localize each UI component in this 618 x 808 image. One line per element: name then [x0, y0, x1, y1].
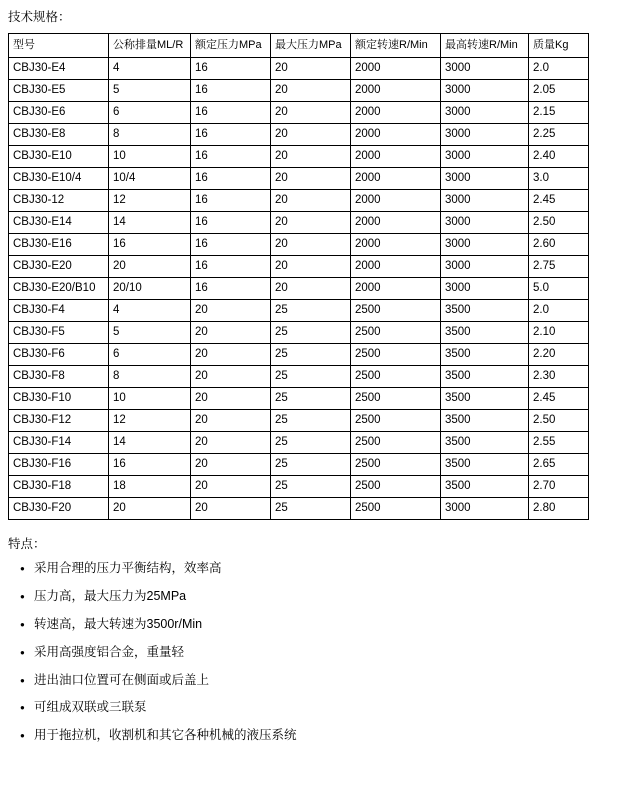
table-row: [9, 146, 589, 168]
cell-displacement: 12: [109, 410, 191, 432]
spec-title: 技术规格：: [8, 10, 71, 24]
cell-rated-pressure: 20: [191, 322, 271, 344]
cell-rated-pressure: 16: [191, 80, 271, 102]
cell-rated-pressure: 20: [191, 410, 271, 432]
table-row: [9, 212, 589, 234]
cell-model: CBJ30-E14: [9, 212, 109, 234]
cell-rated-speed: 2000: [351, 256, 441, 278]
cell-max-pressure: 25: [271, 388, 351, 410]
cell-max-pressure: 25: [271, 432, 351, 454]
cell-rated-speed: 2500: [351, 410, 441, 432]
cell-model: CBJ30-F4: [9, 300, 109, 322]
cell-max-speed: 3500: [441, 476, 529, 498]
cell-weight: 2.80: [529, 498, 589, 520]
cell-model: CBJ30-F6: [9, 344, 109, 366]
cell-max-speed: 3000: [441, 190, 529, 212]
cell-weight: 2.20: [529, 344, 589, 366]
cell-rated-pressure: 16: [191, 190, 271, 212]
cell-rated-pressure: 16: [191, 124, 271, 146]
cell-rated-pressure: 16: [191, 102, 271, 124]
cell-model: CBJ30-12: [9, 190, 109, 212]
table-row: [9, 102, 589, 124]
cell-displacement: 10: [109, 388, 191, 410]
table-row: [9, 498, 589, 520]
table-body: [9, 58, 589, 520]
cell-weight: 2.55: [529, 432, 589, 454]
cell-weight: 2.75: [529, 256, 589, 278]
cell-model: CBJ30-F5: [9, 322, 109, 344]
cell-max-pressure: 25: [271, 498, 351, 520]
cell-rated-pressure: 20: [191, 498, 271, 520]
cell-max-pressure: 20: [271, 234, 351, 256]
column-header-weight: 质量Kg: [529, 34, 589, 58]
cell-rated-speed: 2000: [351, 102, 441, 124]
cell-displacement: 16: [109, 454, 191, 476]
cell-weight: 2.65: [529, 454, 589, 476]
cell-max-speed: 3000: [441, 256, 529, 278]
cell-displacement: 16: [109, 234, 191, 256]
cell-displacement: 5: [109, 322, 191, 344]
cell-model: CBJ30-F14: [9, 432, 109, 454]
cell-max-pressure: 25: [271, 322, 351, 344]
cell-max-pressure: 25: [271, 454, 351, 476]
cell-rated-pressure: 20: [191, 300, 271, 322]
cell-max-speed: 3000: [441, 146, 529, 168]
cell-displacement: 10: [109, 146, 191, 168]
cell-displacement: 6: [109, 344, 191, 366]
table-row: [9, 234, 589, 256]
list-item: ● 采用高强度铝合金，重量轻: [20, 644, 612, 661]
table-row: [9, 454, 589, 476]
cell-max-pressure: 20: [271, 168, 351, 190]
table-row: [9, 80, 589, 102]
cell-max-pressure: 25: [271, 410, 351, 432]
cell-max-pressure: 20: [271, 278, 351, 300]
column-header-max-speed: 最高转速R/Min: [441, 34, 529, 58]
list-item: ● 用于拖拉机，收割机和其它各种机械的液压系统: [20, 727, 612, 744]
table-row: [9, 322, 589, 344]
column-header-rated-pressure: 额定压力MPa: [191, 34, 271, 58]
cell-model: CBJ30-F10: [9, 388, 109, 410]
cell-displacement: 4: [109, 300, 191, 322]
cell-max-speed: 3500: [441, 388, 529, 410]
cell-max-pressure: 25: [271, 476, 351, 498]
cell-max-pressure: 20: [271, 124, 351, 146]
cell-max-speed: 3000: [441, 168, 529, 190]
cell-max-pressure: 20: [271, 146, 351, 168]
cell-rated-speed: 2500: [351, 454, 441, 476]
cell-weight: 2.50: [529, 212, 589, 234]
cell-max-pressure: 20: [271, 58, 351, 80]
cell-weight: 3.0: [529, 168, 589, 190]
cell-rated-speed: 2500: [351, 322, 441, 344]
cell-max-pressure: 25: [271, 300, 351, 322]
cell-max-speed: 3000: [441, 498, 529, 520]
cell-rated-speed: 2000: [351, 190, 441, 212]
cell-weight: 2.50: [529, 410, 589, 432]
cell-model: CBJ30-F18: [9, 476, 109, 498]
cell-displacement: 20: [109, 256, 191, 278]
cell-rated-pressure: 16: [191, 278, 271, 300]
cell-displacement: 14: [109, 432, 191, 454]
cell-rated-speed: 2500: [351, 498, 441, 520]
cell-weight: 2.30: [529, 366, 589, 388]
cell-displacement: 4: [109, 58, 191, 80]
table-row: [9, 388, 589, 410]
cell-model: CBJ30-F12: [9, 410, 109, 432]
cell-weight: 2.60: [529, 234, 589, 256]
cell-weight: 2.0: [529, 58, 589, 80]
cell-max-pressure: 20: [271, 190, 351, 212]
cell-max-pressure: 25: [271, 344, 351, 366]
cell-rated-speed: 2500: [351, 300, 441, 322]
table-row: [9, 432, 589, 454]
list-item: ● 可组成双联或三联泵: [20, 699, 612, 716]
cell-rated-speed: 2000: [351, 168, 441, 190]
table-row: [9, 476, 589, 498]
cell-rated-speed: 2500: [351, 432, 441, 454]
cell-rated-pressure: 16: [191, 256, 271, 278]
cell-rated-pressure: 20: [191, 432, 271, 454]
cell-model: CBJ30-E5: [9, 80, 109, 102]
table-row: [9, 278, 589, 300]
table-row: [9, 58, 589, 80]
cell-max-speed: 3500: [441, 410, 529, 432]
cell-max-pressure: 25: [271, 366, 351, 388]
cell-max-speed: 3500: [441, 432, 529, 454]
cell-weight: 2.40: [529, 146, 589, 168]
cell-model: CBJ30-F20: [9, 498, 109, 520]
cell-rated-speed: 2500: [351, 388, 441, 410]
table-row: [9, 344, 589, 366]
features-list: [6, 560, 612, 744]
list-item: ● 进出油口位置可在侧面或后盖上: [20, 672, 612, 689]
table-row: [9, 256, 589, 278]
cell-displacement: 20/10: [109, 278, 191, 300]
cell-rated-speed: 2500: [351, 476, 441, 498]
cell-max-speed: 3500: [441, 366, 529, 388]
cell-max-pressure: 20: [271, 256, 351, 278]
cell-max-speed: 3000: [441, 278, 529, 300]
table-row: [9, 366, 589, 388]
cell-weight: 2.10: [529, 322, 589, 344]
cell-rated-pressure: 16: [191, 212, 271, 234]
cell-max-speed: 3500: [441, 454, 529, 476]
cell-weight: 2.25: [529, 124, 589, 146]
list-item: ● 压力高，最大压力为25MPa: [20, 588, 612, 605]
column-header-displacement: 公称排量ML/R: [109, 34, 191, 58]
table-row: [9, 410, 589, 432]
cell-max-pressure: 20: [271, 80, 351, 102]
cell-rated-pressure: 20: [191, 344, 271, 366]
column-header-rated-speed: 额定转速R/Min: [351, 34, 441, 58]
cell-rated-speed: 2000: [351, 234, 441, 256]
cell-rated-pressure: 16: [191, 168, 271, 190]
cell-rated-pressure: 20: [191, 388, 271, 410]
cell-weight: 2.45: [529, 190, 589, 212]
cell-model: CBJ30-E8: [9, 124, 109, 146]
table-header: [9, 34, 589, 58]
cell-max-speed: 3000: [441, 124, 529, 146]
cell-rated-pressure: 16: [191, 58, 271, 80]
cell-displacement: 8: [109, 366, 191, 388]
cell-max-speed: 3000: [441, 58, 529, 80]
cell-displacement: 14: [109, 212, 191, 234]
cell-rated-pressure: 20: [191, 366, 271, 388]
cell-weight: 2.05: [529, 80, 589, 102]
cell-model: CBJ30-E16: [9, 234, 109, 256]
cell-weight: 2.45: [529, 388, 589, 410]
column-header-max-pressure: 最大压力MPa: [271, 34, 351, 58]
list-item: ● 采用合理的压力平衡结构，效率高: [20, 560, 612, 577]
cell-rated-speed: 2500: [351, 366, 441, 388]
cell-rated-speed: 2000: [351, 146, 441, 168]
cell-max-speed: 3000: [441, 234, 529, 256]
cell-model: CBJ30-E10/4: [9, 168, 109, 190]
specifications-table: [8, 33, 589, 520]
table-row: [9, 300, 589, 322]
cell-max-speed: 3500: [441, 322, 529, 344]
cell-displacement: 18: [109, 476, 191, 498]
cell-weight: 2.15: [529, 102, 589, 124]
cell-rated-pressure: 16: [191, 146, 271, 168]
table-row: [9, 168, 589, 190]
cell-rated-speed: 2000: [351, 58, 441, 80]
cell-rated-speed: 2000: [351, 80, 441, 102]
cell-max-pressure: 20: [271, 102, 351, 124]
cell-displacement: 5: [109, 80, 191, 102]
table-row: [9, 124, 589, 146]
cell-displacement: 10/4: [109, 168, 191, 190]
cell-weight: 5.0: [529, 278, 589, 300]
cell-max-speed: 3500: [441, 300, 529, 322]
cell-model: CBJ30-E10: [9, 146, 109, 168]
cell-max-pressure: 20: [271, 212, 351, 234]
cell-weight: 2.0: [529, 300, 589, 322]
cell-rated-speed: 2000: [351, 124, 441, 146]
cell-max-speed: 3000: [441, 80, 529, 102]
cell-displacement: 20: [109, 498, 191, 520]
cell-rated-pressure: 16: [191, 234, 271, 256]
cell-model: CBJ30-E20: [9, 256, 109, 278]
cell-model: CBJ30-E20/B10: [9, 278, 109, 300]
table-header-row: [9, 34, 589, 58]
cell-model: CBJ30-F8: [9, 366, 109, 388]
list-item: ● 转速高，最大转速为3500r/Min: [20, 616, 612, 633]
cell-weight: 2.70: [529, 476, 589, 498]
column-header-model: 型号: [9, 34, 109, 58]
cell-model: CBJ30-E6: [9, 102, 109, 124]
cell-rated-speed: 2500: [351, 344, 441, 366]
cell-displacement: 12: [109, 190, 191, 212]
cell-rated-pressure: 20: [191, 476, 271, 498]
table-row: [9, 190, 589, 212]
features-title: 特点：: [8, 537, 46, 551]
cell-rated-speed: 2000: [351, 212, 441, 234]
cell-model: CBJ30-F16: [9, 454, 109, 476]
cell-max-speed: 3000: [441, 102, 529, 124]
cell-model: CBJ30-E4: [9, 58, 109, 80]
cell-rated-speed: 2000: [351, 278, 441, 300]
cell-max-speed: 3000: [441, 212, 529, 234]
cell-displacement: 8: [109, 124, 191, 146]
cell-max-speed: 3500: [441, 344, 529, 366]
cell-displacement: 6: [109, 102, 191, 124]
cell-rated-pressure: 20: [191, 454, 271, 476]
